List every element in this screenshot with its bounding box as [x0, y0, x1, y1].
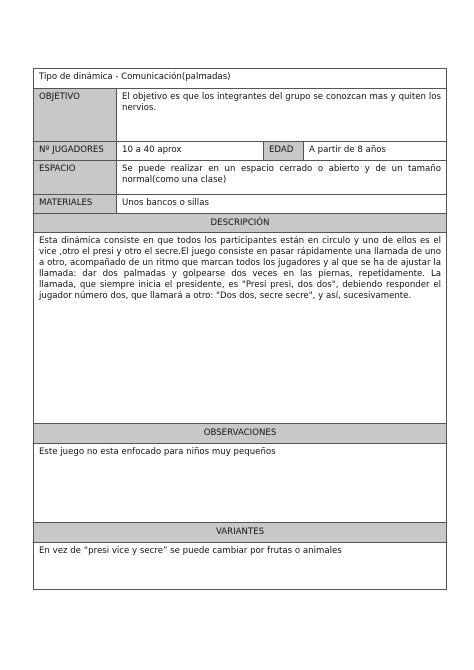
espacio-value: Se puede realizar en un espacio cerrado o abierto y de un tamaño normal(como una clase) [117, 161, 447, 195]
descripcion-body-row [34, 233, 447, 424]
variantes-body-row [34, 543, 447, 590]
objetivo-value: El objetivo es que los integrantes del grupo se conozcan mas y quiten los nervios. [117, 89, 447, 142]
tipo-text: Tipo de dinámica - Comunicación(palmadas) [34, 69, 447, 89]
variantes-text: En vez de “presi vice y secre” se puede cambiar por frutas o animales [34, 543, 447, 590]
descripcion-title: DESCRIPCIÓN [34, 214, 447, 233]
tipo-row [34, 69, 447, 89]
materiales-label: MATERIALES [34, 195, 117, 214]
variantes-header-row [34, 523, 447, 543]
objetivo-row [34, 89, 447, 142]
objetivo-label: OBJETIVO [34, 89, 117, 142]
observaciones-text: Este juego no esta enfocado para niños muy pequeños [34, 444, 447, 523]
jugadores-value: 10 a 40 aprox [117, 142, 264, 161]
materiales-value: Unos bancos o sillas [117, 195, 447, 214]
variantes-title: VARIANTES [34, 523, 447, 543]
descripcion-header-row [34, 214, 447, 233]
activity-sheet [33, 68, 446, 590]
edad-label: EDAD [264, 142, 304, 161]
descripcion-text: Esta dinámica consiste en que todos los participantes están en circulo y uno de ellos es el vice ,otro el presi y otro el secre.El juego consiste en pasar rápidamente una llamada de uno a otro, acompañado de un ritmo que marcan todos los jugadores y al que se ha de ajustar la llamada: dar dos palmadas y golpearse dos veces en las piernas, repetidamente. La llamada, que siempre inicia el presidente, es "Presi presi, dos dos", debiendo responder el jugador número dos, que llamará a otro: "Dos dos, secre secre", y así, sucesivamente. [34, 233, 447, 424]
materiales-row [34, 195, 447, 214]
observaciones-title: OBSERVACIONES [34, 424, 447, 444]
edad-value: A partir de 8 años [304, 142, 447, 161]
jugadores-row [34, 142, 447, 161]
jugadores-label: Nº JUGADORES [34, 142, 117, 161]
observaciones-header-row [34, 424, 447, 444]
espacio-label: ESPACIO [34, 161, 117, 195]
observaciones-body-row [34, 444, 447, 523]
espacio-row [34, 161, 447, 195]
activity-table [33, 68, 447, 590]
